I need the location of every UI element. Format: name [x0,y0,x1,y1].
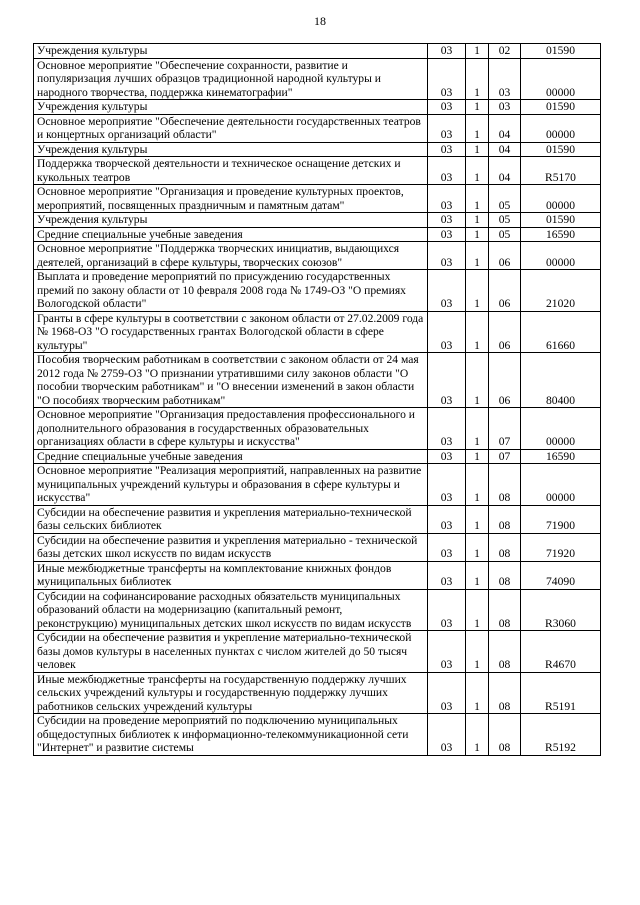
row-name: Основное мероприятие "Организация предоставления профессионального и дополнительного образования в государственных образовательных организациях области в сфере культуры и искусства" [34,408,428,450]
table-row [34,561,601,589]
section-code: 03 [428,227,466,242]
section-code: 03 [428,714,466,756]
direction-code: 00000 [521,185,601,213]
subprogram-code: 08 [489,464,521,506]
section-code: 03 [428,270,466,312]
program-code: 1 [466,631,489,673]
direction-code: 71920 [521,533,601,561]
row-name: Субсидии на софинансирование расходных обязательств муниципальных образований области на модернизацию (капитальный ремонт, реконструкцию) муниципальных детских школ искусств по видам искусств [34,589,428,631]
program-code: 1 [466,270,489,312]
program-code: 1 [466,142,489,157]
table-row [34,213,601,228]
subprogram-code: 02 [489,44,521,59]
subprogram-code: 05 [489,185,521,213]
direction-code: 00000 [521,242,601,270]
subprogram-code: 08 [489,672,521,714]
row-name: Субсидии на обеспечение развития и укрепления материально - технической базы детских школ искусств по видам искусств [34,533,428,561]
row-name: Субсидии на обеспечение развития и укрепления материально-технической базы сельских библиотек [34,505,428,533]
section-code: 03 [428,589,466,631]
program-code: 1 [466,58,489,100]
row-name: Гранты в сфере культуры в соответствии с законом области от 27.02.2009 года № 1968-ОЗ "О государственных грантах Вологодской области в сфере культуры" [34,311,428,353]
program-code: 1 [466,714,489,756]
page-number: 18 [314,14,326,28]
subprogram-code: 05 [489,227,521,242]
section-code: 03 [428,353,466,408]
program-code: 1 [466,227,489,242]
direction-code: R4670 [521,631,601,673]
subprogram-code: 03 [489,58,521,100]
row-name: Субсидии на обеспечение развития и укрепление материально-технической базы домов культуры в населенных пунктах с числом жителей до 50 тысяч человек [34,631,428,673]
direction-code: 16590 [521,227,601,242]
section-code: 03 [428,185,466,213]
section-code: 03 [428,44,466,59]
table-row [34,631,601,673]
program-code: 1 [466,672,489,714]
table-row [34,353,601,408]
table-row [34,227,601,242]
program-code: 1 [466,408,489,450]
subprogram-code: 06 [489,353,521,408]
section-code: 03 [428,142,466,157]
section-code: 03 [428,449,466,464]
program-code: 1 [466,157,489,185]
direction-code: R5192 [521,714,601,756]
subprogram-code: 08 [489,561,521,589]
section-code: 03 [428,114,466,142]
program-code: 1 [466,213,489,228]
direction-code: R3060 [521,589,601,631]
direction-code: 16590 [521,449,601,464]
direction-code: 01590 [521,213,601,228]
subprogram-code: 06 [489,270,521,312]
table-row [34,464,601,506]
table-row [34,185,601,213]
program-code: 1 [466,353,489,408]
row-name: Основное мероприятие "Поддержка творческих инициатив, выдающихся деятелей, организаций в сфере культуры, творческих союзов" [34,242,428,270]
row-name: Учреждения культуры [34,213,428,228]
subprogram-code: 07 [489,408,521,450]
row-name: Учреждения культуры [34,44,428,59]
table-row [34,114,601,142]
direction-code: 71900 [521,505,601,533]
subprogram-code: 08 [489,631,521,673]
subprogram-code: 04 [489,114,521,142]
section-code: 03 [428,631,466,673]
section-code: 03 [428,157,466,185]
subprogram-code: 08 [489,589,521,631]
table-row [34,100,601,115]
program-code: 1 [466,464,489,506]
direction-code: 01590 [521,100,601,115]
table-row [34,449,601,464]
section-code: 03 [428,533,466,561]
table-row [34,408,601,450]
program-code: 1 [466,561,489,589]
budget-table [33,43,601,756]
table-row [34,311,601,353]
section-code: 03 [428,561,466,589]
section-code: 03 [428,242,466,270]
table-row [34,589,601,631]
section-code: 03 [428,311,466,353]
program-code: 1 [466,311,489,353]
direction-code: 00000 [521,464,601,506]
table-row [34,714,601,756]
program-code: 1 [466,533,489,561]
direction-code: 74090 [521,561,601,589]
row-name: Основное мероприятие "Реализация мероприятий, направленных на развитие муниципальных учреждений культуры и образования в сфере культуры и искусства" [34,464,428,506]
table-row [34,242,601,270]
table-row [34,505,601,533]
program-code: 1 [466,242,489,270]
row-name: Учреждения культуры [34,142,428,157]
table-row [34,533,601,561]
subprogram-code: 08 [489,714,521,756]
section-code: 03 [428,100,466,115]
subprogram-code: 04 [489,157,521,185]
direction-code: 80400 [521,353,601,408]
direction-code: 00000 [521,114,601,142]
section-code: 03 [428,464,466,506]
direction-code: 01590 [521,44,601,59]
section-code: 03 [428,408,466,450]
table-row [34,58,601,100]
program-code: 1 [466,589,489,631]
program-code: 1 [466,449,489,464]
table-row [34,672,601,714]
row-name: Средние специальные учебные заведения [34,227,428,242]
direction-code: 21020 [521,270,601,312]
row-name: Средние специальные учебные заведения [34,449,428,464]
subprogram-code: 06 [489,242,521,270]
direction-code: 01590 [521,142,601,157]
table-row [34,157,601,185]
row-name: Основное мероприятие "Организация и проведение культурных проектов, мероприятий, посвященных праздничным и памятным датам" [34,185,428,213]
table-row [34,142,601,157]
row-name: Выплата и проведение мероприятий по присуждению государственных премий по закону области от 10 февраля 2008 года № 1749-ОЗ "О премиях Вологодской области" [34,270,428,312]
subprogram-code: 06 [489,311,521,353]
program-code: 1 [466,185,489,213]
direction-code: 00000 [521,58,601,100]
program-code: 1 [466,44,489,59]
row-name: Иные межбюджетные трансферты на комплектование книжных фондов муниципальных библиотек [34,561,428,589]
section-code: 03 [428,672,466,714]
row-name: Субсидии на проведение мероприятий по подключению муниципальных общедоступных библиотек к информационно-телекоммуникационной сети "Интернет" и развитие системы [34,714,428,756]
subprogram-code: 08 [489,533,521,561]
subprogram-code: 04 [489,142,521,157]
row-name: Пособия творческим работникам в соответствии с законом области от 24 мая 2012 года № 2759-ОЗ "О признании утратившими силу законов области "О пособии творческим работникам" и "О внесении изменений в закон области "О пособиях творческим работникам" [34,353,428,408]
direction-code: 00000 [521,408,601,450]
section-code: 03 [428,505,466,533]
row-name: Учреждения культуры [34,100,428,115]
section-code: 03 [428,58,466,100]
direction-code: 61660 [521,311,601,353]
program-code: 1 [466,114,489,142]
subprogram-code: 03 [489,100,521,115]
program-code: 1 [466,505,489,533]
section-code: 03 [428,213,466,228]
direction-code: R5170 [521,157,601,185]
subprogram-code: 07 [489,449,521,464]
row-name: Иные межбюджетные трансферты на государственную поддержку лучших сельских учреждений культуры и государственную поддержку лучших работников сельских учреждений культуры [34,672,428,714]
direction-code: R5191 [521,672,601,714]
row-name: Основное мероприятие "Обеспечение сохранности, развитие и популяризация лучших образцов традиционной народной культуры и народного творчества, поддержка кинематографии" [34,58,428,100]
program-code: 1 [466,100,489,115]
subprogram-code: 05 [489,213,521,228]
subprogram-code: 08 [489,505,521,533]
row-name: Основное мероприятие "Обеспечение деятельности государственных театров и концертных организаций области" [34,114,428,142]
table-row [34,270,601,312]
row-name: Поддержка творческой деятельности и техническое оснащение детских и кукольных театров [34,157,428,185]
table-row [34,44,601,59]
